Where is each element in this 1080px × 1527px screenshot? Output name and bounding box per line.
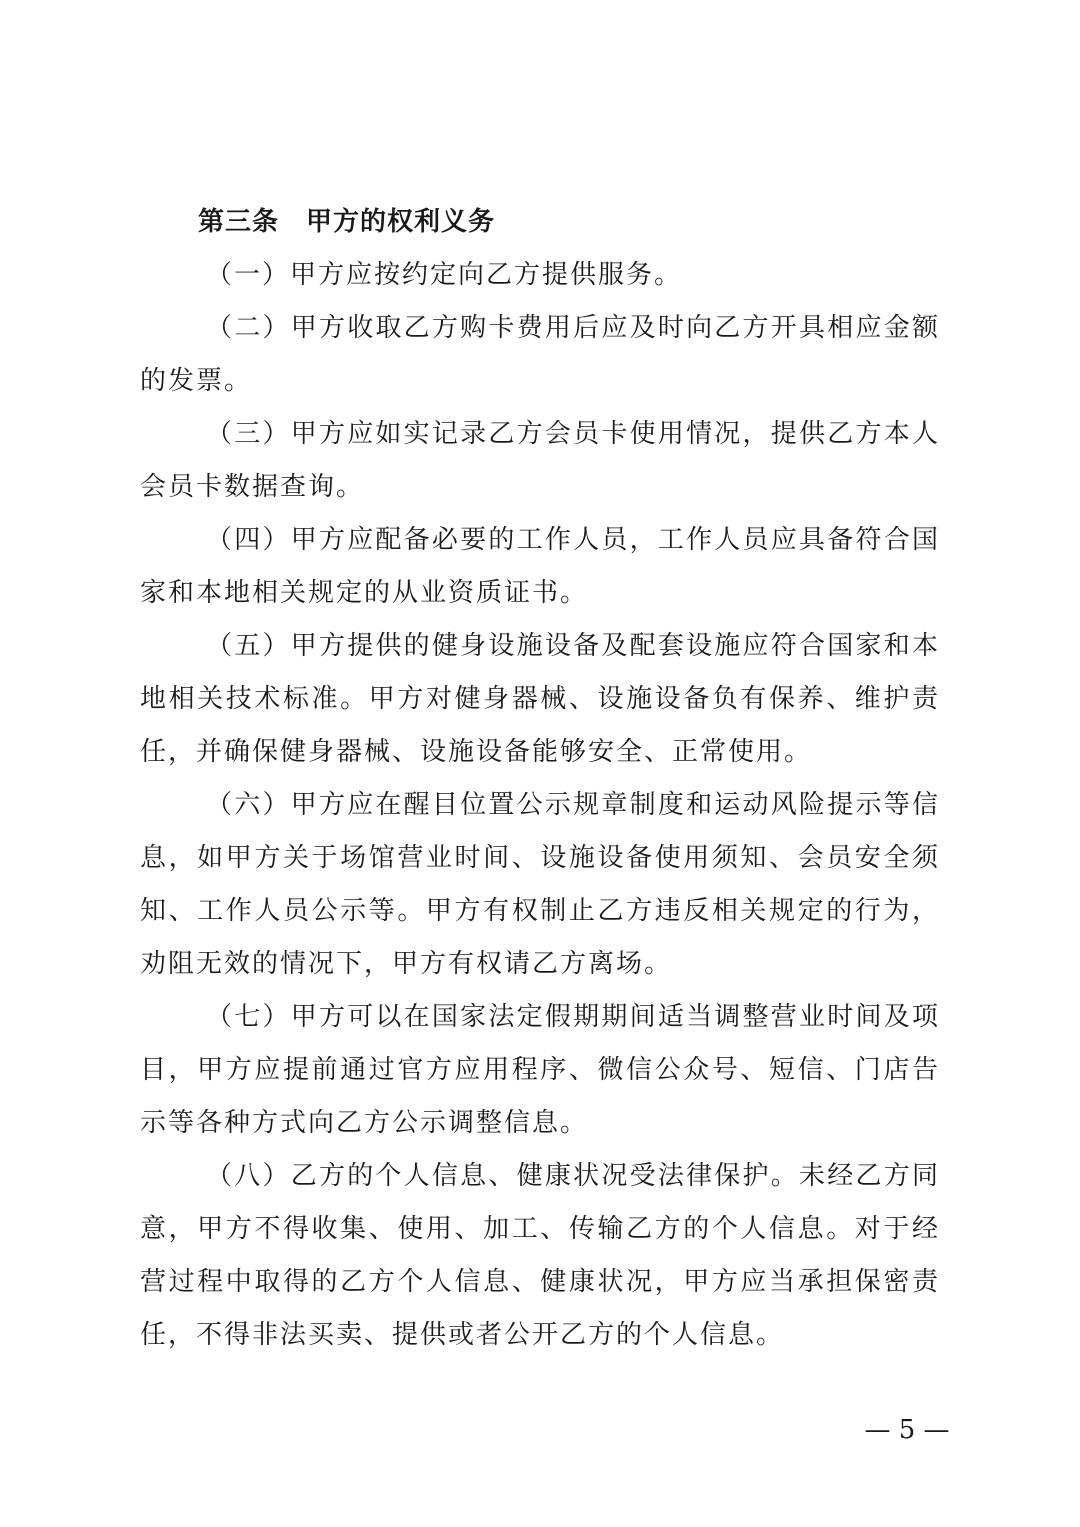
clause-2: （二）甲方收取乙方购卡费用后应及时向乙方开具相应金额的发票。	[140, 313, 940, 396]
document-body	[140, 196, 940, 1362]
clause-3: （三）甲方应如实记录乙方会员卡使用情况，提供乙方本人会员卡数据查询。	[140, 419, 940, 502]
clause-8: （八）乙方的个人信息、健康状况受法律保护。未经乙方同意，甲方不得收集、使用、加工、传输乙方的个人信息。对于经营过程中取得的乙方个人信息、健康状况，甲方应当承担保密责任，不得非法买卖、提供或者公开乙方的个人信息。	[140, 1161, 940, 1350]
clause-5: （五）甲方提供的健身设施设备及配套设施应符合国家和本地相关技术标准。甲方对健身器械、设施设备负有保养、维护责任，并确保健身器械、设施设备能够安全、正常使用。	[140, 631, 940, 767]
clause-4: （四）甲方应配备必要的工作人员，工作人员应具备符合国家和本地相关规定的从业资质证书。	[140, 525, 940, 608]
clause-6: （六）甲方应在醒目位置公示规章制度和运动风险提示等信息，如甲方关于场馆营业时间、设施设备使用须知、会员安全须知、工作人员公示等。甲方有权制止乙方违反相关规定的行为，劝阻无效的情况下，甲方有权请乙方离场。	[140, 790, 940, 979]
page-number: — 5 —	[864, 1415, 950, 1445]
clause-1: （一）甲方应按约定向乙方提供服务。	[206, 260, 683, 290]
clause-7: （七）甲方可以在国家法定假期期间适当调整营业时间及项目，甲方应提前通过官方应用程序、微信公众号、短信、门店告示等各种方式向乙方公示调整信息。	[140, 1002, 940, 1138]
article-heading: 第三条 甲方的权利义务	[198, 207, 496, 237]
